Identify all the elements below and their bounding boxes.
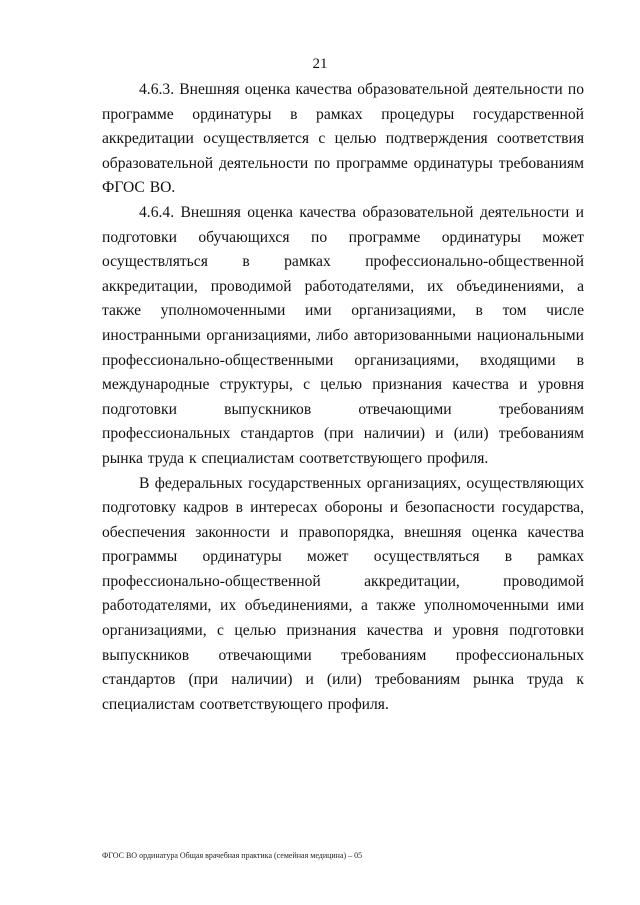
page-number: 21 <box>312 56 328 72</box>
paragraph-4-6-4: 4.6.4. Внешняя оценка качества образовательной деятельности и подготовки обучающихся по программе ординатуры может осуществляться в рамках профессионально-общественной аккредитации, проводимой работодателями, их объединениями, а также уполномоченными ими организациями, в том числе иностранными организациями, либо авторизованными национальными профессионально-общественными организациями, входящими в международные структуры, с целью признания качества и уровня подготовки выпускников отвечающими требованиям профессиональных стандартов (при наличии) и (или) требованиям рынка труда к специалистам соответствующего профиля. <box>102 203 584 467</box>
paragraph-federal-organizations: В федеральных государственных организациях, осуществляющих подготовку кадров в интересах обороны и безопасности государства, обеспечения законности и правопорядка, внешняя оценка качества программы ординатуры может осуществляться в рамках профессионально-общественной аккредитации, проводимой работодателями, их объединениями, а также уполномоченными ими организациями, с целью признания качества и уровня подготовки выпускников отвечающими требованиям профессиональных стандартов (при наличии) и (или) требованиям рынка труда к специалистам соответствующего профиля. <box>102 474 584 713</box>
footer-standard-reference: ФГОС ВО ординатура Общая врачебная практика (семейная медицина) – 05 <box>102 851 363 860</box>
document-body <box>102 78 584 717</box>
paragraph-4-6-3: 4.6.3. Внешняя оценка качества образовательной деятельности по программе ординатуры в рамках процедуры государственной аккредитации осуществляется с целью подтверждения соответствия образовательной деятельности по программе ординатуры требованиям ФГОС ВО. <box>102 81 584 197</box>
